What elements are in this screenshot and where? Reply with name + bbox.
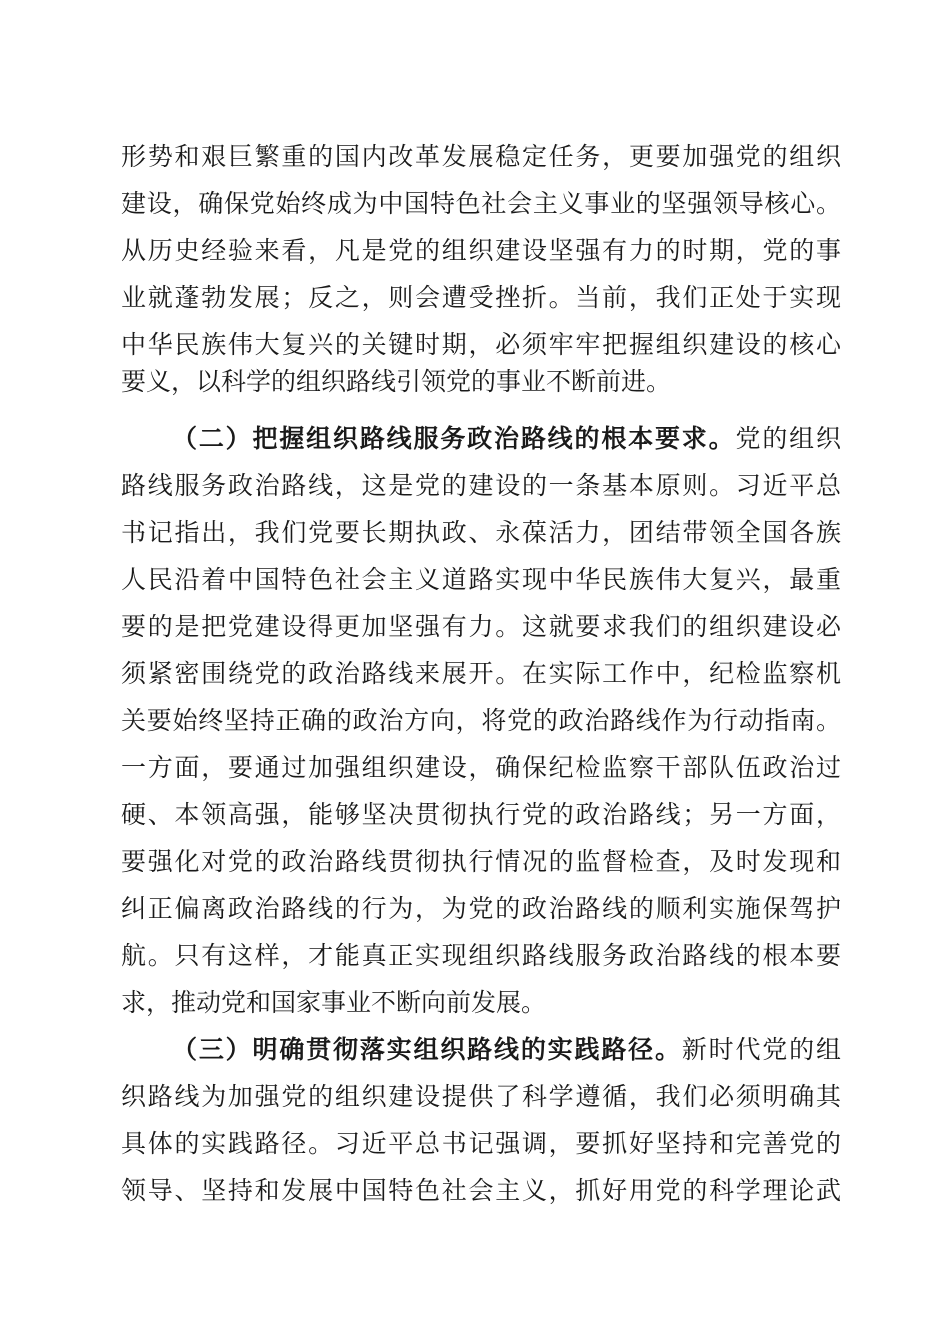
text-line: 要义，以科学的组织路线引领党的事业不断前进。 <box>121 367 672 396</box>
text-line: 航。只有这样，才能真正实现组织路线服务政治路线的根本要 <box>121 941 841 970</box>
text-line: 要强化对党的政治路线贯彻执行情况的监督检查，及时发现和 <box>121 847 841 876</box>
section-heading: （三）明确贯彻落实组织路线的实践路径。 <box>172 1035 682 1064</box>
text-line: 关要始终坚持正确的政治方向，将党的政治路线作为行动指南。 <box>121 706 841 735</box>
text-line: 织路线为加强党的组织建设提供了科学遵循，我们必须明确其 <box>121 1082 841 1111</box>
text-line: 求，推动党和国家事业不断向前发展。 <box>121 988 547 1017</box>
text-line: 书记指出，我们党要长期执政、永葆活力，团结带领全国各族 <box>121 518 841 547</box>
section-heading: （二）把握组织路线服务政治路线的根本要求。 <box>172 424 736 453</box>
section-heading-line <box>172 1030 841 1070</box>
section-heading-line <box>172 419 841 459</box>
text-line: 中华民族伟大复兴的关键时期，必须牢牢把握组织建设的核心 <box>121 330 841 359</box>
text-line: 路线服务政治路线，这是党的建设的一条基本原则。习近平总 <box>121 471 841 500</box>
text-line: 纠正偏离政治路线的行为，为党的政治路线的顺利实施保驾护 <box>121 894 841 923</box>
text-line: 具体的实践路径。习近平总书记强调，要抓好坚持和完善党的 <box>121 1129 841 1158</box>
text-line: 从历史经验来看，凡是党的组织建设坚强有力的时期，党的事 <box>121 236 841 265</box>
text-line: 人民沿着中国特色社会主义道路实现中华民族伟大复兴，最重 <box>121 565 841 594</box>
text-line: 须紧密围绕党的政治路线来展开。在实际工作中，纪检监察机 <box>121 659 841 688</box>
text-line: 一方面，要通过加强组织建设，确保纪检监察干部队伍政治过 <box>121 753 841 782</box>
heading-line-rest: 党的组织 <box>735 424 841 453</box>
text-line: 领导、坚持和发展中国特色社会主义，抓好用党的科学理论武 <box>121 1176 841 1205</box>
text-line: 建设，确保党始终成为中国特色社会主义事业的坚强领导核心。 <box>121 189 841 218</box>
text-line: 业就蓬勃发展；反之，则会遭受挫折。当前，我们正处于实现 <box>121 283 841 312</box>
heading-line-rest: 新时代党的组 <box>681 1035 841 1064</box>
text-line: 要的是把党建设得更加坚强有力。这就要求我们的组织建设必 <box>121 612 841 641</box>
text-line: 形势和艰巨繁重的国内改革发展稳定任务，更要加强党的组织 <box>121 142 841 171</box>
text-line: 硬、本领高强，能够坚决贯彻执行党的政治路线；另一方面， <box>121 800 841 829</box>
